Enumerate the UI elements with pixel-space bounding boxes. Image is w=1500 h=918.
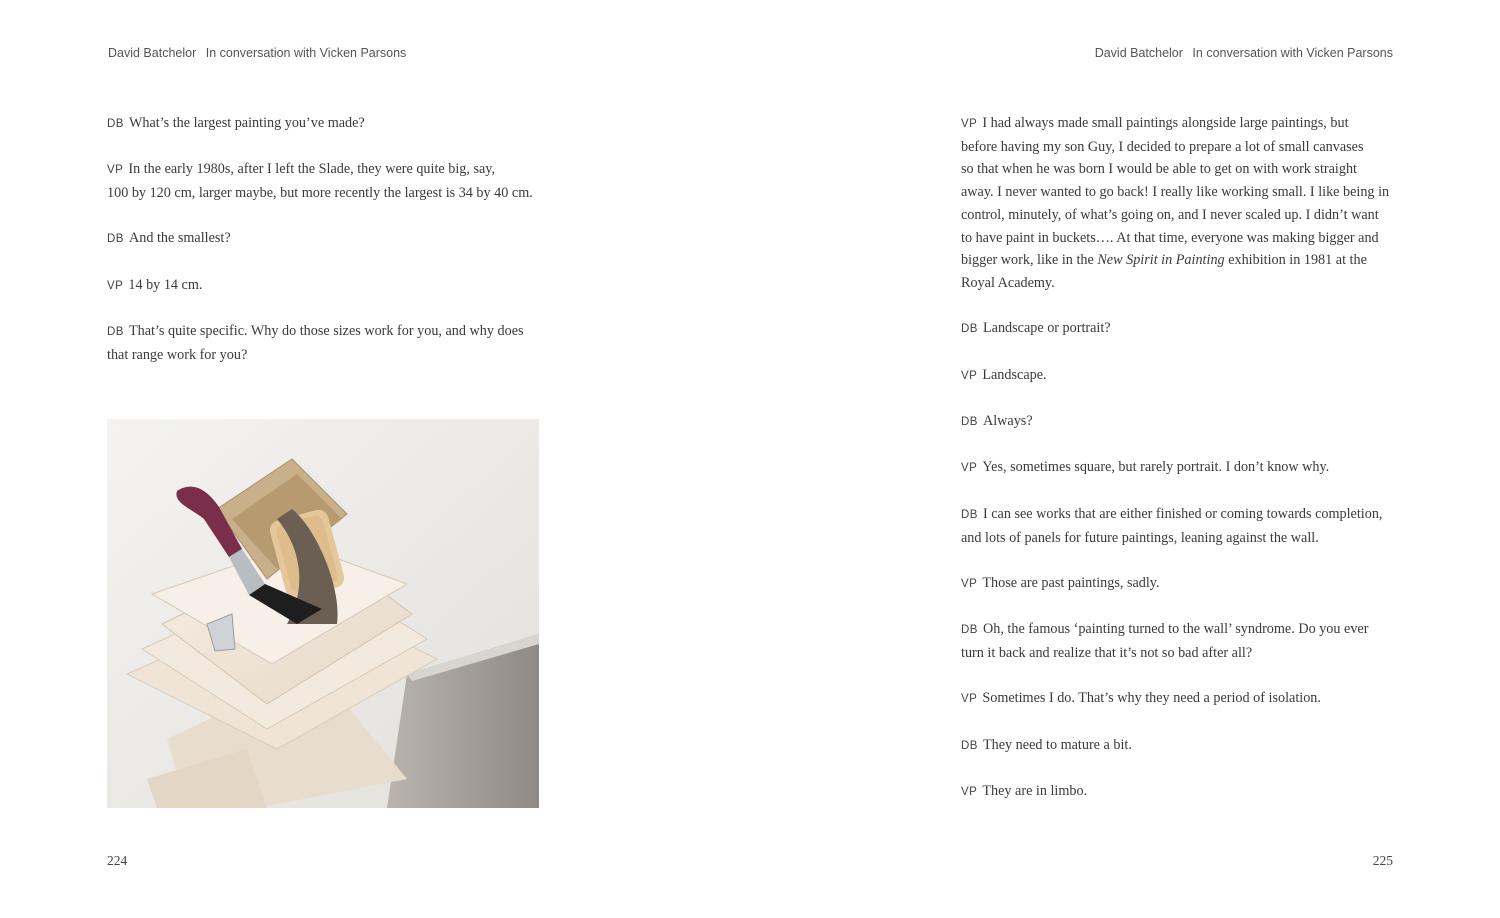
text-line [961,317,1401,341]
text-line: 100 by 120 cm, larger maybe, but more recently the largest is 34 by 40 cm. [107,185,533,202]
exchange [107,320,547,366]
line-text: They are in limbo. [982,783,1088,800]
speaker-label: VP [107,279,124,292]
line-text: Oh, the famous ‘painting turned to the wall’ syndrome. Do you ever [982,621,1369,638]
speaker-label: VP [107,164,124,177]
running-head-subtitle: In conversation with Vicken Parsons [205,46,407,60]
exchange [961,410,1401,434]
exchange [961,456,1401,480]
text-line [961,734,1401,758]
text-line: that range work for you? [107,346,248,363]
exchange [961,618,1401,664]
exhibition-title: New Spirit in Painting [1097,252,1225,269]
line-text: 14 by 14 cm. [128,276,203,293]
speaker-label: DB [107,326,124,339]
text-line: and lots of panels for future paintings, leaning against the wall. [961,529,1319,546]
text-line: turn it back and realize that it’s not so bad after all? [961,645,1253,662]
text-line [961,112,1401,136]
exchange [961,572,1401,596]
text-line [961,687,1401,711]
text-line [107,158,547,182]
text-line [107,112,547,136]
line-text: exhibition in 1981 at the [1224,252,1367,269]
line-text: bigger work, like in the [961,252,1098,269]
exchange [961,687,1401,711]
exchange [961,734,1401,758]
speaker-label: DB [961,323,978,336]
speaker-label: DB [107,118,124,130]
exchange [107,227,547,251]
speaker-label: DB [961,624,978,637]
exchange [961,780,1401,804]
line-text: I had always made small paintings alongside large paintings, but [982,115,1349,131]
studio-photo [107,419,539,808]
speaker-label: VP [961,693,978,706]
line-text: Always? [982,413,1033,430]
speaker-label: DB [961,508,978,521]
speaker-label: VP [961,577,978,590]
text-line: control, minutely, of what’s going on, and I never scaled up. I didn’t want [961,206,1379,223]
text-line [107,274,547,298]
text-line [961,410,1401,434]
running-head-author: David Batchelor [1094,46,1183,60]
running-head-author: David Batchelor [108,46,197,60]
text-line: to have paint in buckets…. At that time, everyone was making bigger and [961,229,1379,246]
text-line: before having my son Guy, I decided to prepare a lot of small canvases [961,138,1364,155]
line-text: They need to mature a bit. [982,736,1132,753]
line-text: Yes, sometimes square, but rarely portrait. I don’t know why. [982,459,1330,476]
exchange [107,158,547,204]
line-text: I can see works that are either finished or coming towards completion, [982,505,1383,522]
text-line [107,227,547,251]
exchange [961,112,1401,295]
line-text: Landscape. [982,366,1047,383]
exchange [107,274,547,298]
speaker-label: VP [961,369,978,382]
line-text: Those are past paintings, sadly. [982,574,1160,591]
text-line [961,503,1401,527]
page-number-right: 225 [1372,853,1393,868]
interview-text-right [961,112,1401,827]
text-line [961,364,1401,388]
text-line: Royal Academy. [961,274,1055,291]
line-text: And the smallest? [128,230,231,247]
line-text: Sometimes I do. That’s why they need a period of isolation. [982,690,1321,707]
text-line [961,618,1401,642]
speaker-label: DB [961,416,978,429]
line-text: That’s quite specific. Why do those sizes work for you, and why does [128,323,524,340]
speaker-label: DB [961,739,978,752]
exchange [961,317,1401,341]
speaker-label: VP [961,462,978,475]
text-line: so that when he was born I would be able to get on with work straight [961,161,1357,178]
right-page [750,0,1500,918]
exchange [107,112,547,136]
text-line: away. I never wanted to go back! I really like working small. I like being in [961,184,1390,201]
page-number-left: 224 [107,853,128,868]
speaker-label: VP [961,786,978,799]
speaker-label: DB [107,233,124,246]
text-line [961,249,1401,272]
exchange [961,503,1401,549]
running-head-left [108,46,406,60]
line-text: What’s the largest painting you’ve made? [128,115,365,131]
speaker-label: VP [961,118,978,130]
text-line [961,572,1401,596]
text-line [107,320,547,344]
running-head-right [1095,46,1393,60]
line-text: Landscape or portrait? [982,320,1111,337]
running-head-subtitle: In conversation with Vicken Parsons [1192,46,1393,60]
exchange [961,364,1401,388]
interview-text-left [107,112,547,389]
text-line [961,780,1401,804]
line-text: In the early 1980s, after I left the Slade, they were quite big, say, [128,161,495,178]
text-line [961,456,1401,480]
